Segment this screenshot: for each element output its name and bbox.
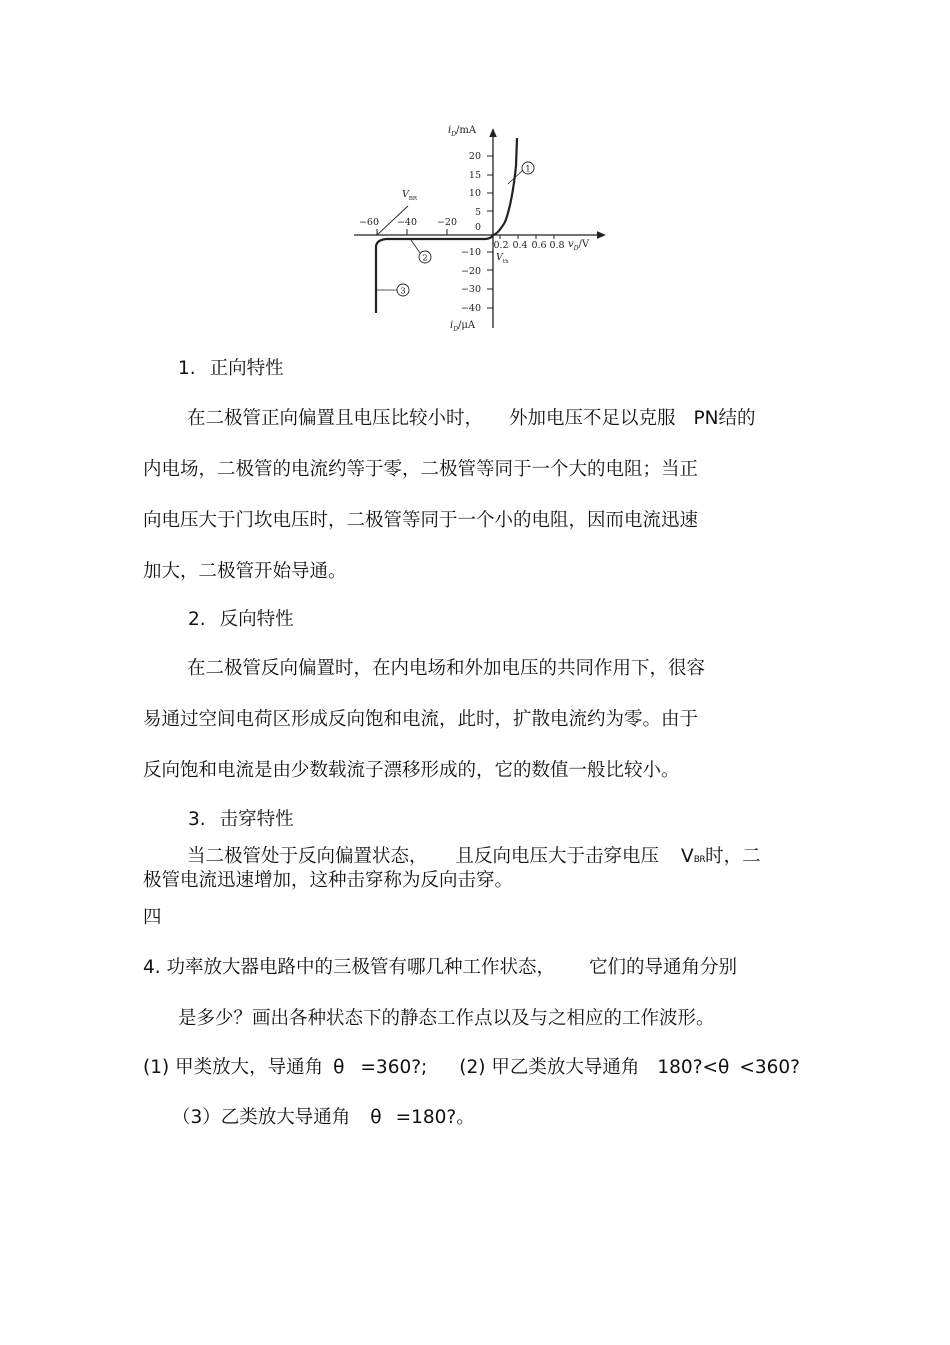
text-run: (2) 甲乙类放大导通角 bbox=[459, 1057, 640, 1078]
paragraph-line: 极管电流迅速增加，这种击穿称为反向击穿。 bbox=[143, 870, 514, 891]
section-title: 反向特性 bbox=[219, 609, 294, 630]
diode-iv-curve-figure bbox=[340, 118, 610, 343]
text-run: 且反向电压大于击穿电压 bbox=[455, 846, 660, 867]
question-line bbox=[143, 956, 737, 980]
y-tick-label: 10 bbox=[468, 188, 481, 199]
y-tick-label: 20 bbox=[468, 151, 481, 162]
paragraph-line bbox=[187, 407, 756, 431]
text-run: BR bbox=[693, 855, 706, 865]
x-tick-label: 0.8 bbox=[549, 240, 565, 251]
y-axis-label-bottom: $i_D/\mu A$ bbox=[450, 320, 476, 333]
paragraph-line: 内电场，二极管的电流约等于零，二极管等同于一个大的电阻；当正 bbox=[143, 459, 699, 480]
text-run: PN结的 bbox=[693, 408, 756, 429]
marker-2-label: 2 bbox=[422, 253, 428, 264]
x-axis-label: $v_D/V$ bbox=[568, 239, 590, 252]
marker-2-leader bbox=[411, 240, 420, 253]
section-heading-breakdown bbox=[188, 808, 294, 832]
paragraph-line bbox=[187, 845, 761, 872]
x-tick-label: −20 bbox=[436, 217, 458, 228]
marker-3-label: 3 bbox=[400, 286, 406, 297]
paragraph-line: 易通过空间电荷区形成反向饱和电流，此时，扩散电流约为零。由于 bbox=[143, 709, 699, 730]
text-run: 它们的导通角分别 bbox=[589, 957, 738, 978]
text-run: (1) 甲类放大，导通角 bbox=[143, 1057, 324, 1078]
y-tick-label: −30 bbox=[460, 284, 481, 295]
paragraph-line: 反向饱和电流是由少数载流子漂移形成的，它的数值一般比较小。 bbox=[143, 760, 680, 781]
x-tick-label: 0.6 bbox=[531, 240, 547, 251]
question-line bbox=[172, 1106, 475, 1130]
text-run: 时，二 bbox=[705, 846, 761, 867]
marker-1-label: 1 bbox=[525, 164, 531, 175]
vbr-annotation: $V_{BR}$ bbox=[402, 189, 418, 202]
y-tick-label: 5 bbox=[474, 207, 481, 218]
x-tick-label: 0.2 bbox=[493, 240, 509, 251]
section-number: 3. bbox=[188, 809, 206, 830]
text-run: 4. 功率放大器电路中的三极管有哪几种工作状态， bbox=[143, 957, 556, 978]
text-run: 当二极管处于反向偏置状态， bbox=[187, 846, 428, 867]
text-run: <360? bbox=[739, 1057, 800, 1078]
text-run: =360?; bbox=[360, 1057, 428, 1078]
text-run: =180?。 bbox=[395, 1107, 475, 1128]
paragraph-line: 加大，二极管开始导通。 bbox=[143, 561, 347, 582]
section-title: 击穿特性 bbox=[219, 809, 294, 830]
text-run: θ bbox=[333, 1057, 345, 1078]
text-run: V bbox=[681, 846, 694, 867]
question-line: 是多少？画出各种状态下的静态工作点以及与之相应的工作波形。 bbox=[178, 1008, 715, 1029]
y-tick-label: −40 bbox=[460, 303, 481, 314]
x-tick-label: −60 bbox=[358, 217, 380, 228]
section-number: 1. bbox=[178, 358, 196, 379]
y-axis-label-top: $i_D/mA$ bbox=[448, 125, 477, 138]
section-title: 正向特性 bbox=[209, 358, 284, 379]
section-number: 2. bbox=[188, 609, 206, 630]
y-tick-label: 15 bbox=[468, 170, 481, 181]
paragraph-line: 在二极管反向偏置时，在内电场和外加电压的共同作用下，很容 bbox=[187, 658, 706, 679]
text-run: θ bbox=[370, 1107, 382, 1128]
y-tick-label: −20 bbox=[460, 266, 481, 277]
section-heading-reverse bbox=[188, 608, 294, 632]
heading-four: 四 bbox=[143, 907, 162, 928]
text-run: 在二极管正向偏置且电压比较小时， bbox=[187, 408, 484, 429]
x-tick-label: −40 bbox=[396, 217, 418, 228]
x-tick-label: 0.4 bbox=[512, 240, 528, 251]
text-run: 180?<θ bbox=[657, 1057, 730, 1078]
text-run: （3）乙类放大导通角 bbox=[172, 1107, 351, 1128]
section-heading-forward bbox=[178, 357, 284, 381]
question-line bbox=[143, 1056, 800, 1080]
vth-annotation: $V_{th}$ bbox=[496, 252, 509, 265]
y-tick-label: −10 bbox=[460, 247, 481, 258]
text-run: 外加电压不足以克服 bbox=[509, 408, 676, 429]
paragraph-line: 向电压大于门坎电压时，二极管等同于一个小的电阻，因而电流迅速 bbox=[143, 510, 699, 531]
y-tick-label: 0 bbox=[474, 222, 481, 233]
